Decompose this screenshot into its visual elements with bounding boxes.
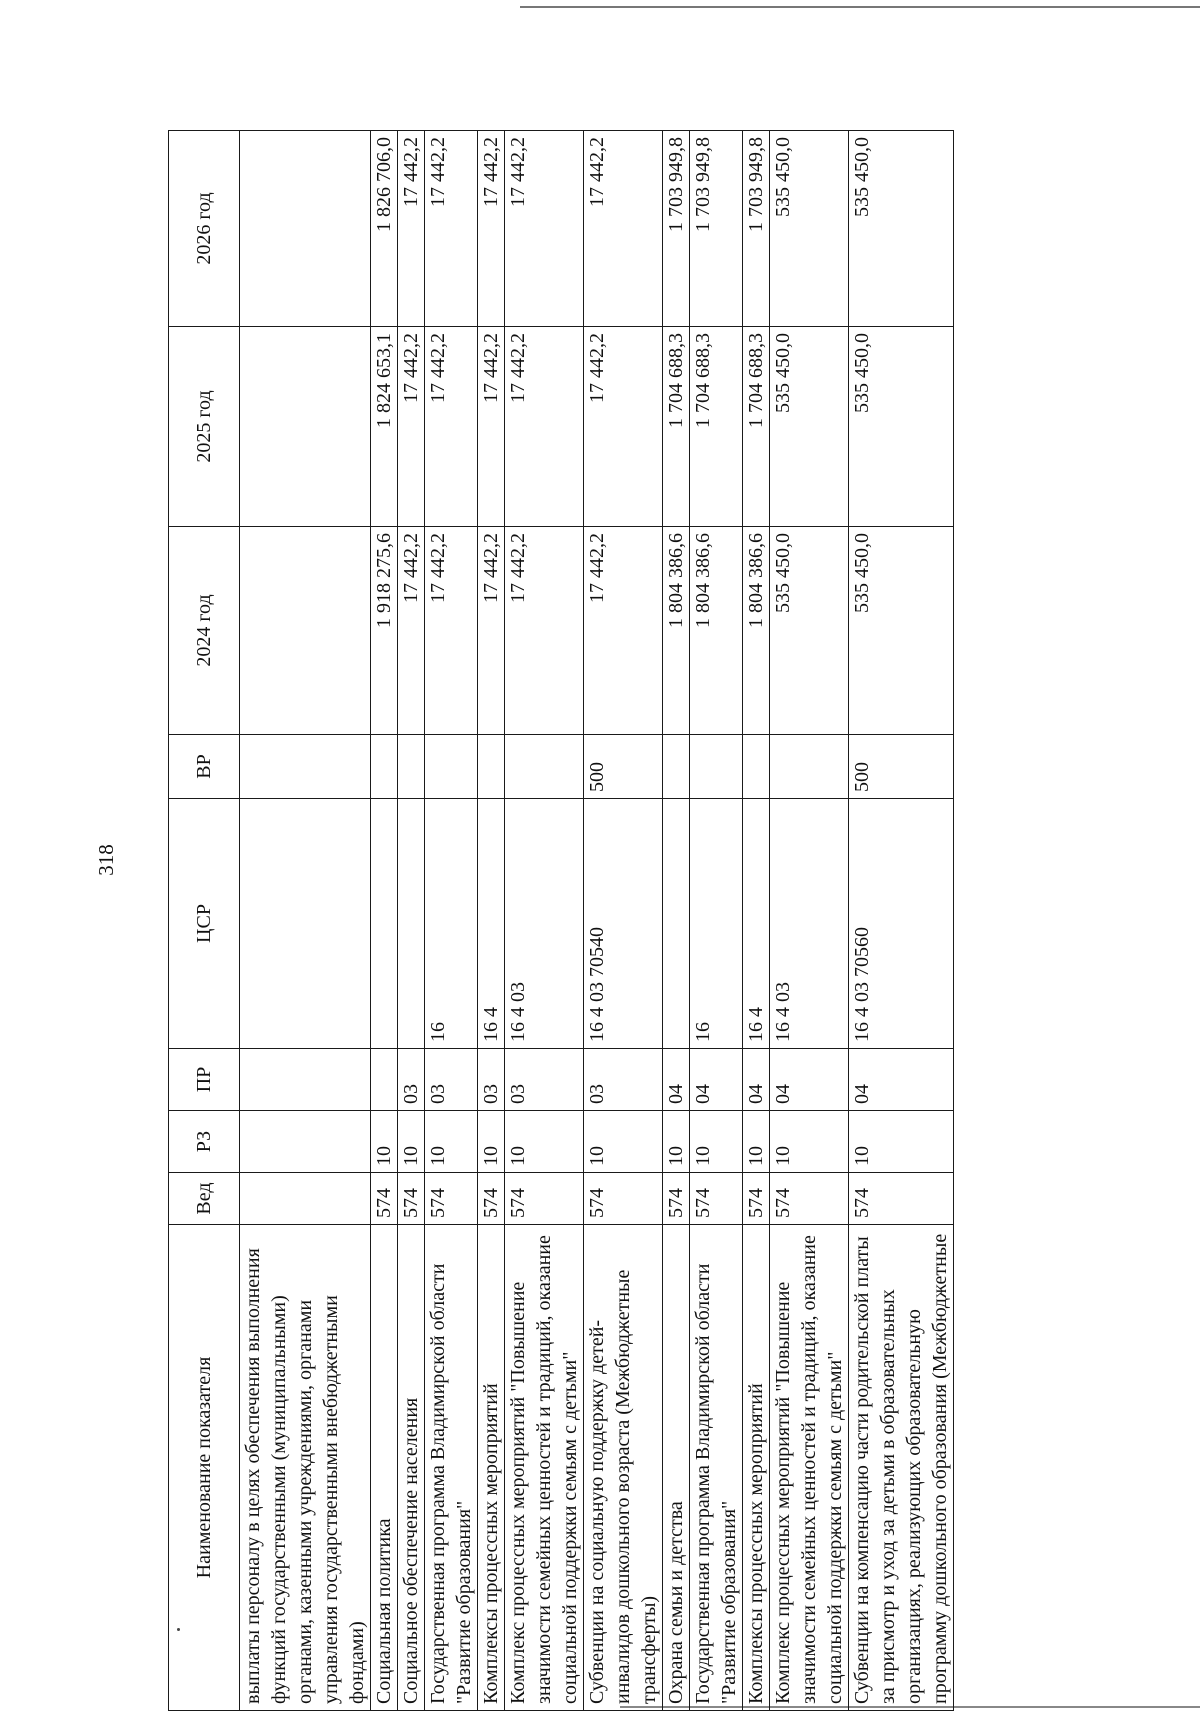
page-number: 318 xyxy=(94,844,118,876)
cell-2024: 1 804 386,6 xyxy=(663,527,690,735)
cell-ved: 574 xyxy=(478,1173,505,1225)
cell-rz: 10 xyxy=(478,1111,505,1173)
cell-2026: 17 442,2 xyxy=(478,131,505,327)
cell-csr: 16 4 03 70560 xyxy=(849,799,954,1049)
cell-pr: 04 xyxy=(849,1049,954,1111)
table-row xyxy=(849,131,954,1711)
cell-pr: 04 xyxy=(663,1049,690,1111)
table-row xyxy=(240,131,371,1711)
cell-name: Государственная программа Владимирской области "Развитие образования" xyxy=(690,1225,743,1711)
cell-pr: 03 xyxy=(425,1049,478,1111)
cell-pr xyxy=(240,1049,371,1111)
header-2024: 2024 год xyxy=(169,527,240,735)
cell-2026: 535 450,0 xyxy=(849,131,954,327)
cell-rz: 10 xyxy=(690,1111,743,1173)
table-row xyxy=(663,131,690,1711)
cell-rz: 10 xyxy=(398,1111,425,1173)
cell-2025 xyxy=(240,327,371,527)
cell-2026: 17 442,2 xyxy=(584,131,663,327)
cell-name: Государственная программа Владимирской области "Развитие образования" xyxy=(425,1225,478,1711)
cell-2025: 17 442,2 xyxy=(478,327,505,527)
table-row xyxy=(478,131,505,1711)
cell-rz: 10 xyxy=(505,1111,584,1173)
cell-2026: 1 703 949,8 xyxy=(743,131,770,327)
header-csr: ЦСР xyxy=(169,799,240,1049)
cell-pr: 04 xyxy=(690,1049,743,1111)
cell-2024: 1 804 386,6 xyxy=(690,527,743,735)
cell-2025: 1 824 653,1 xyxy=(371,327,398,527)
cell-2026 xyxy=(240,131,371,327)
cell-2024: 17 442,2 xyxy=(398,527,425,735)
cell-2026: 535 450,0 xyxy=(770,131,849,327)
cell-2024: 17 442,2 xyxy=(584,527,663,735)
cell-csr: 16 4 03 xyxy=(505,799,584,1049)
cell-2026: 17 442,2 xyxy=(505,131,584,327)
cell-csr xyxy=(663,799,690,1049)
cell-2025: 535 450,0 xyxy=(770,327,849,527)
cell-2025: 17 442,2 xyxy=(505,327,584,527)
cell-2025: 17 442,2 xyxy=(584,327,663,527)
table-row xyxy=(743,131,770,1711)
table-row xyxy=(690,131,743,1711)
cell-name: Комплекс процессных мероприятий "Повышение значимости семейных ценностей и традиций, оказание социальной поддержки семьям с детьми" xyxy=(770,1225,849,1711)
cell-vr xyxy=(690,735,743,799)
cell-ved: 574 xyxy=(770,1173,849,1225)
cell-vr xyxy=(478,735,505,799)
cell-2024: 1 804 386,6 xyxy=(743,527,770,735)
cell-rz: 10 xyxy=(743,1111,770,1173)
header-name: Наименование показателя xyxy=(169,1225,240,1711)
table-row xyxy=(770,131,849,1711)
cell-2024 xyxy=(240,527,371,735)
cell-2025: 535 450,0 xyxy=(849,327,954,527)
table-row xyxy=(584,131,663,1711)
cell-ved: 574 xyxy=(505,1173,584,1225)
cell-pr: 04 xyxy=(743,1049,770,1111)
header-rz: РЗ xyxy=(169,1111,240,1173)
cell-rz: 10 xyxy=(425,1111,478,1173)
cell-name: Комплексы процессных мероприятий xyxy=(478,1225,505,1711)
cell-2026: 17 442,2 xyxy=(398,131,425,327)
cell-ved: 574 xyxy=(663,1173,690,1225)
cell-vr xyxy=(240,735,371,799)
budget-table xyxy=(168,130,954,1711)
table-row xyxy=(505,131,584,1711)
cell-name: Комплекс процессных мероприятий "Повышение значимости семейных ценностей и традиций, оказание социальной поддержки семьям с детьми" xyxy=(505,1225,584,1711)
cell-ved: 574 xyxy=(425,1173,478,1225)
header-2026: 2026 год xyxy=(169,131,240,327)
cell-csr: 16 xyxy=(690,799,743,1049)
cell-2024: 535 450,0 xyxy=(849,527,954,735)
cell-vr xyxy=(425,735,478,799)
table-row xyxy=(371,131,398,1711)
cell-2024: 1 918 275,6 xyxy=(371,527,398,735)
header-ved: Вед xyxy=(169,1173,240,1225)
cell-vr xyxy=(505,735,584,799)
cell-ved: 574 xyxy=(849,1173,954,1225)
cell-rz: 10 xyxy=(663,1111,690,1173)
header-row xyxy=(169,131,240,1711)
cell-pr xyxy=(371,1049,398,1111)
cell-vr xyxy=(770,735,849,799)
cell-2026: 1 703 949,8 xyxy=(690,131,743,327)
cell-2025: 1 704 688,3 xyxy=(690,327,743,527)
cell-2026: 17 442,2 xyxy=(425,131,478,327)
cell-rz xyxy=(240,1111,371,1173)
cell-name: Комплексы процессных мероприятий xyxy=(743,1225,770,1711)
cell-2024: 17 442,2 xyxy=(505,527,584,735)
header-pr: ПР xyxy=(169,1049,240,1111)
cell-csr: 16 4 xyxy=(743,799,770,1049)
cell-name: Охрана семьи и детства xyxy=(663,1225,690,1711)
table-row xyxy=(398,131,425,1711)
cell-name: Социальная политика xyxy=(371,1225,398,1711)
cell-csr: 16 4 03 70540 xyxy=(584,799,663,1049)
header-2025: 2025 год xyxy=(169,327,240,527)
cell-2025: 17 442,2 xyxy=(398,327,425,527)
rotated-table-container xyxy=(168,131,1098,1711)
cell-ved: 574 xyxy=(584,1173,663,1225)
cell-csr xyxy=(398,799,425,1049)
cell-vr: 500 xyxy=(849,735,954,799)
cell-2024: 17 442,2 xyxy=(478,527,505,735)
cell-rz: 10 xyxy=(849,1111,954,1173)
cell-vr xyxy=(743,735,770,799)
cell-ved xyxy=(240,1173,371,1225)
cell-ved: 574 xyxy=(371,1173,398,1225)
cell-csr: 16 4 xyxy=(478,799,505,1049)
cell-name: Субвенции на социальную поддержку детей-инвалидов дошкольного возраста (Межбюджетные трансферты) xyxy=(584,1225,663,1711)
cell-rz: 10 xyxy=(584,1111,663,1173)
cell-name: Социальное обеспечение населения xyxy=(398,1225,425,1711)
table-row xyxy=(425,131,478,1711)
cell-csr xyxy=(371,799,398,1049)
top-scan-line xyxy=(520,6,1200,8)
cell-vr xyxy=(371,735,398,799)
table-body xyxy=(240,131,954,1711)
cell-2025: 17 442,2 xyxy=(425,327,478,527)
cell-2025: 1 704 688,3 xyxy=(663,327,690,527)
cell-csr xyxy=(240,799,371,1049)
cell-2025: 1 704 688,3 xyxy=(743,327,770,527)
cell-ved: 574 xyxy=(743,1173,770,1225)
cell-vr: 500 xyxy=(584,735,663,799)
cell-vr xyxy=(663,735,690,799)
cell-rz: 10 xyxy=(371,1111,398,1173)
cell-2026: 1 703 949,8 xyxy=(663,131,690,327)
cell-ved: 574 xyxy=(690,1173,743,1225)
cell-pr: 04 xyxy=(770,1049,849,1111)
cell-pr: 03 xyxy=(398,1049,425,1111)
cell-pr: 03 xyxy=(478,1049,505,1111)
cell-2024: 535 450,0 xyxy=(770,527,849,735)
cell-csr: 16 xyxy=(425,799,478,1049)
cell-name: выплаты персоналу в целях обеспечения выполнения функций государственными (муниципальными) органами, казенными учреждениями, органами управления государственными внебюджетными фондами) xyxy=(240,1225,371,1711)
cell-name: Субвенции на компенсацию части родительской платы за присмотр и уход за детьми в образовательных организациях, реализующих образовательную программу дошкольного образования (Межбюджетные xyxy=(849,1225,954,1711)
cell-pr: 03 xyxy=(505,1049,584,1111)
cell-vr xyxy=(398,735,425,799)
cell-ved: 574 xyxy=(398,1173,425,1225)
cell-pr: 03 xyxy=(584,1049,663,1111)
cell-2024: 17 442,2 xyxy=(425,527,478,735)
header-vr: ВР xyxy=(169,735,240,799)
cell-csr: 16 4 03 xyxy=(770,799,849,1049)
cell-2026: 1 826 706,0 xyxy=(371,131,398,327)
cell-rz: 10 xyxy=(770,1111,849,1173)
